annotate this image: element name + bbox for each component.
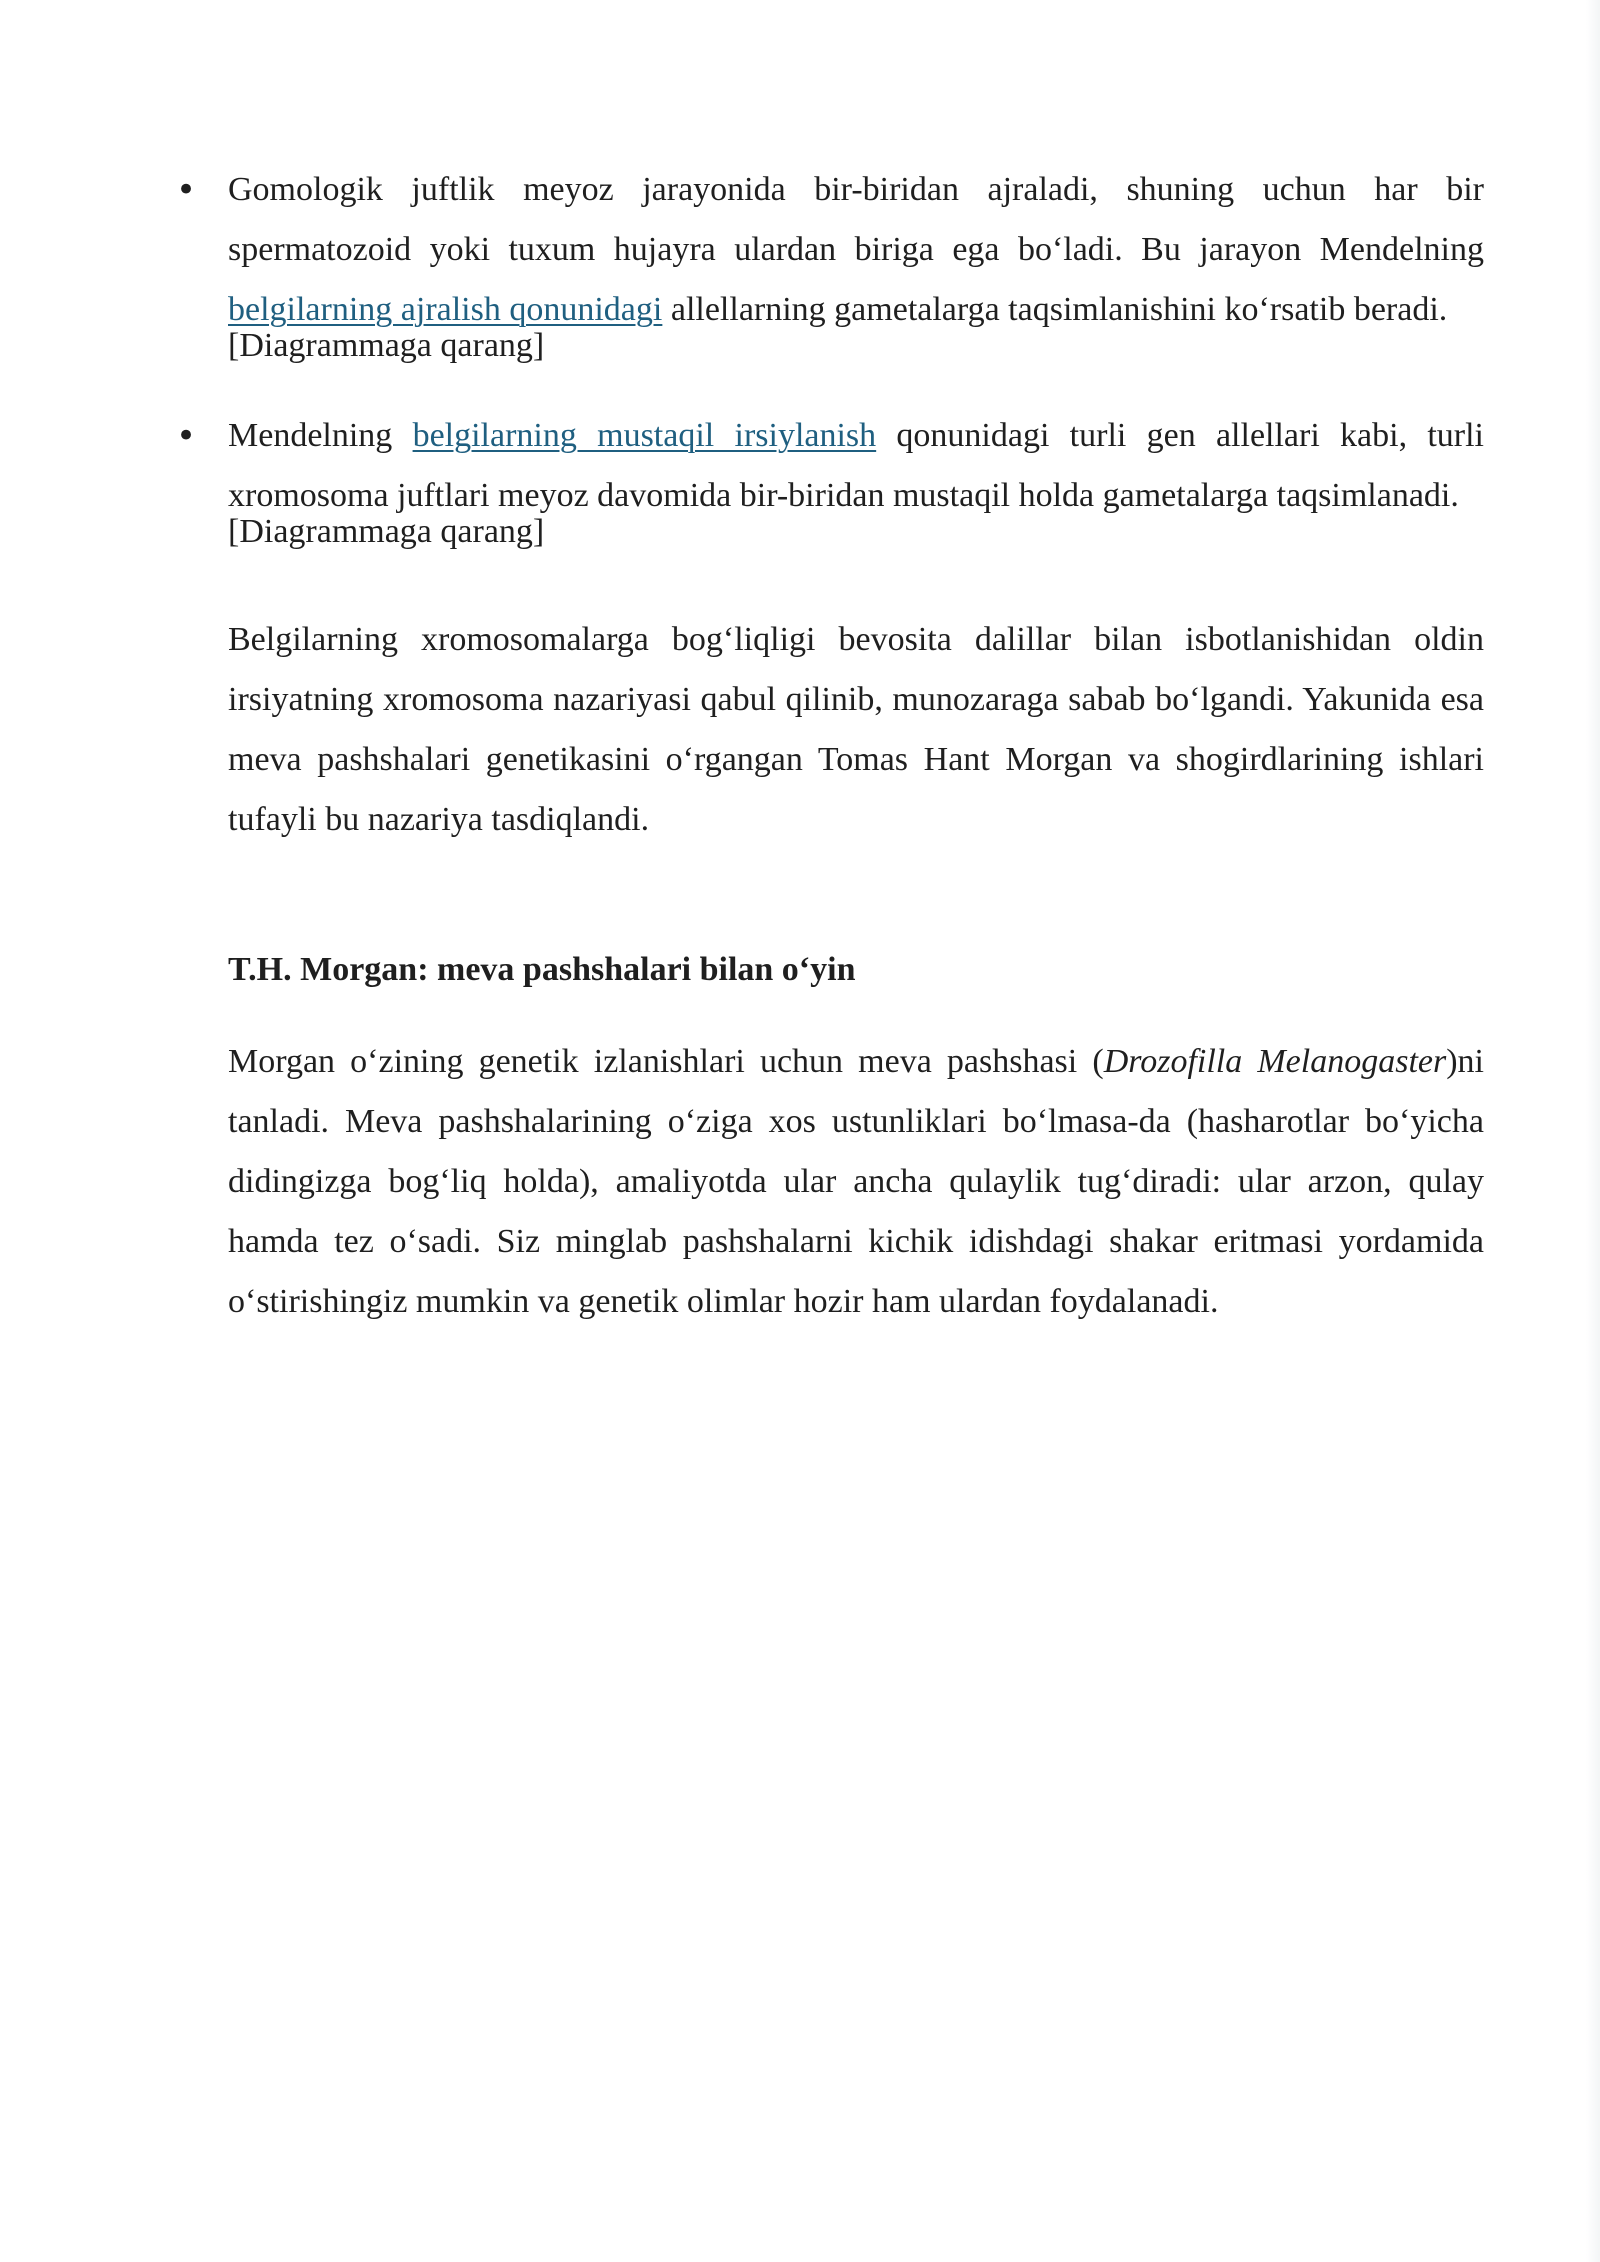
page-edge-shadow (1586, 0, 1600, 2262)
paragraph-chromosome-theory: Belgilarning xromosomalarga bog‘liqligi bevosita dalillar bilan isbotlanishidan oldin irsiyatning xromosoma nazariyasi qabul qilinib, munozaraga sabab bo‘lgandi. Yakunida esa meva pashshalari genetikasini o‘rgangan Tomas Hant Morgan va shogirdlarining ishlari tufayli bu nazariya tasdiqlandi. (228, 621, 1484, 838)
bullet-text-start: Gomologik juftlik meyoz jarayonida bir-biridan ajraladi, shuning uchun har bir spermatozoid yoki tuxum hujayra ulardan biriga ega bo‘ladi. Bu jarayon Mendelning (228, 171, 1484, 268)
paragraph-text-start: Morgan o‘zining genetik izlanishlari uchun meva pashshasi ( (228, 1043, 1104, 1080)
bullet-item-2 (176, 406, 1485, 552)
link-independent-assortment[interactable]: belgilarning mustaqil irsiylanish (412, 417, 877, 454)
diagram-reference: [Diagrammaga qarang] (228, 513, 545, 550)
bullet-text (228, 160, 1484, 340)
bullet-text-end: qonunidagi turli gen allellari kabi, turli xromosoma juftlari meyoz davomida bir-biridan mustaqil holda gametalarga taqsimlanadi. (228, 417, 1485, 514)
bullet-dot-icon: • (176, 170, 197, 210)
document-content (176, 160, 1485, 1332)
bullet-item-1 (176, 160, 1484, 366)
paragraph-text-end: )ni tanladi. Meva pashshalarining o‘ziga xos ustunliklari bo‘lmasa-da (hasharotlar bo‘yicha didingizga bog‘liq holda), amaliyotda ular ancha qulaylik tug‘diradi: ular arzon, qulay hamda tez o‘sadi. Siz minglab pashshalarni kichik idishdagi shakar eritmasi yordamida o‘stirishingiz mumkin va genetik olimlar hozir ham ulardan foydalanadi. (228, 1043, 1484, 1320)
section-heading: T.H. Morgan: meva pashshalari bilan o‘yin (228, 951, 856, 988)
bullet-text (228, 406, 1484, 526)
link-segregation-law[interactable]: belgilarning ajralish qonunidagi (228, 291, 663, 328)
bullet-dot-icon: • (176, 416, 197, 456)
species-name: Drozofilla Melanogaster (1103, 1043, 1447, 1080)
bullet-text-end: allellarning gametalarga taqsimlanishini ko‘rsatib beradi. (662, 291, 1448, 328)
paragraph-morgan (228, 1032, 1484, 1332)
bullet-text-start: Mendelning (228, 417, 413, 454)
diagram-reference: [Diagrammaga qarang] (228, 327, 545, 364)
